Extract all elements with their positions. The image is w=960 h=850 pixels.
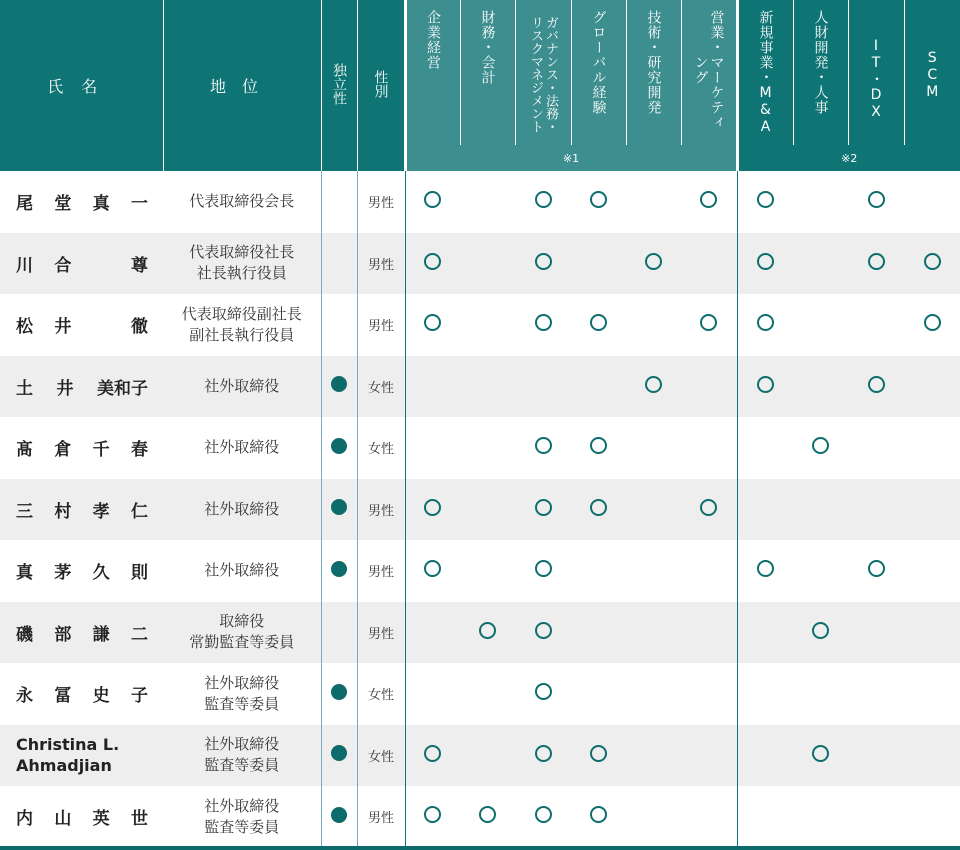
skill-cell xyxy=(793,356,848,418)
director-position xyxy=(163,356,321,418)
director-name-part: 子 xyxy=(130,686,148,707)
skill-cell xyxy=(904,356,960,418)
skill-cell xyxy=(515,540,571,602)
skill-cell xyxy=(904,417,960,479)
skill-cell xyxy=(460,417,515,479)
director-name-part: 仁 xyxy=(130,501,148,522)
skill-cell xyxy=(571,417,626,479)
skill-cell xyxy=(405,356,460,418)
skill-cell xyxy=(904,725,960,787)
skill-cell xyxy=(405,171,460,233)
director-name-part: 髙 xyxy=(16,440,33,461)
skill-cell xyxy=(626,602,681,664)
director-row xyxy=(0,294,960,356)
skill-cell xyxy=(848,356,904,418)
skill-cell xyxy=(681,417,737,479)
skill-cell xyxy=(460,233,515,295)
gender-cell: 女性 xyxy=(357,725,405,787)
skill-mark-icon xyxy=(590,499,607,516)
skill-header-9: SCM xyxy=(904,0,960,145)
skill-mark-icon xyxy=(479,806,496,823)
skill-cell xyxy=(793,233,848,295)
header-gender: 性別 xyxy=(357,0,405,171)
skill-cell xyxy=(515,663,571,725)
director-name-part xyxy=(93,251,110,276)
director-name-line: Ahmadjian xyxy=(16,756,112,776)
skill-cell xyxy=(848,479,904,541)
independent-dot-icon xyxy=(331,807,347,823)
skill-cell xyxy=(405,786,460,848)
skill-cell xyxy=(848,540,904,602)
gender-cell: 男性 xyxy=(357,479,405,541)
independence-cell xyxy=(321,725,357,787)
note-1: ※1 xyxy=(405,145,737,171)
director-position xyxy=(163,171,321,233)
director-name-part: 堂 xyxy=(54,194,72,215)
skill-mark-icon xyxy=(868,253,885,270)
skill-mark-icon xyxy=(479,622,496,639)
skill-cell xyxy=(515,233,571,295)
director-row xyxy=(0,233,960,295)
director-name-part: 部 xyxy=(54,624,72,645)
independent-dot-icon xyxy=(331,684,347,700)
director-position xyxy=(163,294,321,356)
skill-mark-icon xyxy=(757,253,774,270)
note-2: ※2 xyxy=(737,145,960,171)
skill-cell xyxy=(737,356,793,418)
skill-header-4: 技術・研究開発 xyxy=(626,0,681,145)
skill-cell xyxy=(626,171,681,233)
skill-cell xyxy=(571,294,626,356)
skill-cell xyxy=(793,602,848,664)
director-name-part: 三 xyxy=(16,501,33,522)
skill-cell xyxy=(737,725,793,787)
skill-cell xyxy=(626,663,681,725)
skill-cell xyxy=(405,294,460,356)
skill-cell xyxy=(848,233,904,295)
director-position xyxy=(163,663,321,725)
skill-mark-icon xyxy=(812,745,829,762)
skill-cell xyxy=(405,417,460,479)
director-position xyxy=(163,540,321,602)
skill-header-1: 財務・会計 xyxy=(460,0,515,145)
director-name-part: 世 xyxy=(130,809,148,830)
director-position-line: 社外取締役 xyxy=(204,438,280,457)
gender-cell: 男性 xyxy=(357,786,405,848)
skill-cell xyxy=(515,786,571,848)
director-position-line: 副社長執行役員 xyxy=(189,325,295,344)
independent-dot-icon xyxy=(331,561,347,577)
skill-mark-icon xyxy=(812,437,829,454)
skill-cell xyxy=(626,417,681,479)
director-row xyxy=(0,602,960,664)
director-position xyxy=(163,725,321,787)
skill-cell xyxy=(460,540,515,602)
director-position-line: 監査等委員 xyxy=(204,817,280,836)
skill-mark-icon xyxy=(424,253,441,270)
director-name xyxy=(0,479,163,541)
gender-cell: 男性 xyxy=(357,540,405,602)
skill-cell xyxy=(737,602,793,664)
skill-header-5: 営業・マーケティング xyxy=(681,0,737,145)
skill-cell xyxy=(848,725,904,787)
director-position xyxy=(163,602,321,664)
director-name xyxy=(0,417,163,479)
director-position-line: 監査等委員 xyxy=(204,694,280,713)
director-name xyxy=(0,663,163,725)
skill-cell xyxy=(848,417,904,479)
independence-cell xyxy=(321,663,357,725)
skill-mark-icon xyxy=(868,376,885,393)
skill-cell xyxy=(405,725,460,787)
director-name-part: 英 xyxy=(92,809,110,830)
skill-cell xyxy=(460,294,515,356)
director-name-part: 尾 xyxy=(16,194,33,215)
director-position-line: 代表取締役会長 xyxy=(189,192,295,211)
director-name-part: 磯 xyxy=(16,624,33,645)
director-position-line: 常勤監査等委員 xyxy=(189,633,295,652)
skill-mark-icon xyxy=(590,437,607,454)
skill-cell xyxy=(571,663,626,725)
skill-header-2: ガバナンス・法務・リスクマネジメント xyxy=(515,0,571,145)
skill-cell xyxy=(681,540,737,602)
skill-mark-icon xyxy=(535,683,552,700)
director-position-line: 代表取締役社長 xyxy=(189,243,295,262)
director-rows xyxy=(0,171,960,848)
skill-mark-icon xyxy=(535,622,552,639)
skill-mark-icon xyxy=(535,560,552,577)
director-position-line: 監査等委員 xyxy=(204,756,280,775)
director-name-part: 美和子 xyxy=(97,378,148,399)
skill-cell xyxy=(405,479,460,541)
director-name xyxy=(0,540,163,602)
director-row xyxy=(0,171,960,233)
skill-cell xyxy=(460,725,515,787)
skill-mark-icon xyxy=(812,622,829,639)
skill-cell xyxy=(405,540,460,602)
skill-cell xyxy=(515,171,571,233)
skill-cell xyxy=(848,294,904,356)
skill-cell xyxy=(737,417,793,479)
skill-cell xyxy=(460,356,515,418)
skill-cell xyxy=(571,602,626,664)
skill-mark-icon xyxy=(424,191,441,208)
director-name-part: 久 xyxy=(92,563,110,584)
director-name-part xyxy=(93,312,110,337)
director-name-part: 孝 xyxy=(92,501,110,522)
director-name-part: 二 xyxy=(130,624,148,645)
skill-mark-icon xyxy=(535,806,552,823)
director-position-line: 社外取締役 xyxy=(204,376,280,395)
header-position: 地位 xyxy=(163,0,321,171)
director-name xyxy=(0,725,163,787)
skill-cell xyxy=(405,233,460,295)
director-name-part: 則 xyxy=(130,563,148,584)
director-name-part: 冨 xyxy=(54,686,72,707)
skill-cell xyxy=(681,356,737,418)
skill-cell xyxy=(848,786,904,848)
director-name xyxy=(0,294,163,356)
skill-cell xyxy=(460,479,515,541)
skill-mark-icon xyxy=(535,314,552,331)
director-name-part: 史 xyxy=(92,686,110,707)
skill-cell xyxy=(793,663,848,725)
gender-cell: 女性 xyxy=(357,356,405,418)
skill-cell xyxy=(737,663,793,725)
skill-header-7: 人財開発・人事 xyxy=(793,0,848,145)
director-name xyxy=(0,171,163,233)
skill-cell xyxy=(681,786,737,848)
skill-cell xyxy=(571,479,626,541)
director-position xyxy=(163,417,321,479)
skill-cell xyxy=(571,356,626,418)
skill-cell xyxy=(793,171,848,233)
director-name xyxy=(0,786,163,848)
skill-cell xyxy=(681,294,737,356)
skill-cell xyxy=(904,786,960,848)
independence-cell xyxy=(321,233,357,295)
gender-cell: 男性 xyxy=(357,171,405,233)
skill-mark-icon xyxy=(645,253,662,270)
director-row xyxy=(0,725,960,787)
skill-mark-icon xyxy=(924,253,941,270)
skill-cell xyxy=(405,663,460,725)
skill-cell xyxy=(904,602,960,664)
skill-header-0: 企業経営 xyxy=(405,0,460,145)
independence-cell xyxy=(321,479,357,541)
skill-mark-icon xyxy=(424,499,441,516)
director-position-line: 取締役 xyxy=(219,612,265,631)
director-name-line: Christina L. xyxy=(16,735,120,755)
skill-cell xyxy=(515,417,571,479)
director-name-part: 真 xyxy=(16,563,33,584)
skill-mark-icon xyxy=(700,499,717,516)
skill-cell xyxy=(681,602,737,664)
skill-cell xyxy=(626,786,681,848)
skill-cell xyxy=(515,602,571,664)
skill-mark-icon xyxy=(535,191,552,208)
skill-cell xyxy=(681,663,737,725)
skill-mark-icon xyxy=(757,191,774,208)
director-name-part: 千 xyxy=(92,440,110,461)
skill-cell xyxy=(460,663,515,725)
skill-cell xyxy=(737,786,793,848)
skill-cell xyxy=(904,663,960,725)
skill-cell xyxy=(460,602,515,664)
skill-cell xyxy=(904,540,960,602)
director-row xyxy=(0,663,960,725)
skill-cell xyxy=(848,663,904,725)
skill-cell xyxy=(904,479,960,541)
skill-cell xyxy=(571,171,626,233)
gender-cell: 男性 xyxy=(357,294,405,356)
skill-mark-icon xyxy=(535,745,552,762)
skill-cell xyxy=(848,171,904,233)
independence-cell xyxy=(321,356,357,418)
director-name-part: 真 xyxy=(92,194,110,215)
director-name-part: 土 xyxy=(16,378,33,399)
gender-cell: 女性 xyxy=(357,663,405,725)
header-name: 氏名 xyxy=(0,0,163,171)
skill-cell xyxy=(793,417,848,479)
skill-cell xyxy=(515,725,571,787)
skill-cell xyxy=(793,786,848,848)
skill-cell xyxy=(904,233,960,295)
skill-mark-icon xyxy=(590,314,607,331)
skill-cell xyxy=(515,479,571,541)
skill-mark-icon xyxy=(424,806,441,823)
skill-mark-icon xyxy=(645,376,662,393)
director-position-line: 社外取締役 xyxy=(204,499,280,518)
director-name-part: 村 xyxy=(54,501,72,522)
header-independence: 独立性 xyxy=(321,0,357,171)
director-position-line: 代表取締役副社長 xyxy=(181,304,302,323)
skill-cell xyxy=(737,233,793,295)
skill-cell xyxy=(793,540,848,602)
skill-cell xyxy=(793,725,848,787)
skill-cell xyxy=(460,786,515,848)
director-name-part: 井 xyxy=(56,378,74,399)
skill-cell xyxy=(515,294,571,356)
director-name-part: 尊 xyxy=(130,255,148,276)
skill-cell xyxy=(681,171,737,233)
skill-mark-icon xyxy=(757,376,774,393)
skill-cell xyxy=(737,540,793,602)
director-name-part: 一 xyxy=(130,194,148,215)
skill-cell xyxy=(904,171,960,233)
director-row xyxy=(0,540,960,602)
skill-cell xyxy=(515,356,571,418)
independence-cell xyxy=(321,417,357,479)
independence-cell xyxy=(321,171,357,233)
director-position-line: 社外取締役 xyxy=(204,735,280,754)
skill-cell xyxy=(681,725,737,787)
director-row xyxy=(0,786,960,848)
skill-cell xyxy=(626,233,681,295)
skill-cell xyxy=(626,725,681,787)
skill-cell xyxy=(626,356,681,418)
director-row xyxy=(0,356,960,418)
skill-cell xyxy=(626,294,681,356)
skill-cell xyxy=(405,602,460,664)
skill-cell xyxy=(571,786,626,848)
gender-cell: 男性 xyxy=(357,233,405,295)
gender-cell: 女性 xyxy=(357,417,405,479)
director-name-part: 倉 xyxy=(54,440,72,461)
skill-cell xyxy=(626,479,681,541)
skill-cell xyxy=(571,233,626,295)
skill-mark-icon xyxy=(590,745,607,762)
skill-cell xyxy=(848,602,904,664)
independent-dot-icon xyxy=(331,438,347,454)
director-name-part: 山 xyxy=(54,809,72,830)
skill-cell xyxy=(904,294,960,356)
independent-dot-icon xyxy=(331,376,347,392)
skill-mark-icon xyxy=(535,253,552,270)
skill-cell xyxy=(460,171,515,233)
skill-cell xyxy=(681,233,737,295)
skill-header-8: IT・DX xyxy=(848,0,904,145)
skill-mark-icon xyxy=(700,314,717,331)
skill-cell xyxy=(571,540,626,602)
skill-mark-icon xyxy=(424,745,441,762)
director-name-part: 謙 xyxy=(92,624,110,645)
skill-mark-icon xyxy=(868,191,885,208)
skill-cell xyxy=(737,479,793,541)
skill-mark-icon xyxy=(700,191,717,208)
director-row xyxy=(0,479,960,541)
skill-cell xyxy=(793,479,848,541)
skill-mark-icon xyxy=(757,314,774,331)
independence-cell xyxy=(321,786,357,848)
skill-header-3: グローバル経験 xyxy=(571,0,626,145)
director-name-part: 永 xyxy=(16,686,33,707)
director-row xyxy=(0,417,960,479)
skill-mark-icon xyxy=(424,314,441,331)
skill-cell xyxy=(737,294,793,356)
skill-mark-icon xyxy=(590,806,607,823)
skill-cell xyxy=(626,540,681,602)
director-position-line: 社外取締役 xyxy=(204,561,280,580)
gender-cell: 男性 xyxy=(357,602,405,664)
director-name xyxy=(0,233,163,295)
independence-cell xyxy=(321,540,357,602)
bottom-border xyxy=(0,846,960,850)
skill-mark-icon xyxy=(424,560,441,577)
independence-cell xyxy=(321,602,357,664)
director-name-part: 川 xyxy=(16,255,33,276)
director-position xyxy=(163,233,321,295)
director-position-line: 社外取締役 xyxy=(204,796,280,815)
director-name-part: 井 xyxy=(54,317,72,338)
skill-mark-icon xyxy=(868,560,885,577)
director-position-line: 社長執行役員 xyxy=(196,264,287,283)
director-name-part: 徹 xyxy=(130,317,148,338)
skill-mark-icon xyxy=(535,499,552,516)
skill-cell xyxy=(793,294,848,356)
skill-cell xyxy=(571,725,626,787)
independent-dot-icon xyxy=(331,745,347,761)
director-position-line: 社外取締役 xyxy=(204,673,280,692)
skill-header-6: 新規事業・M&A xyxy=(737,0,793,145)
director-name-part: 合 xyxy=(54,255,72,276)
director-name xyxy=(0,602,163,664)
skill-cell xyxy=(737,171,793,233)
skill-mark-icon xyxy=(535,437,552,454)
director-name-part: 松 xyxy=(16,317,33,338)
director-position xyxy=(163,786,321,848)
director-name-part: 春 xyxy=(130,440,148,461)
director-name-part: 内 xyxy=(16,809,33,830)
director-name xyxy=(0,356,163,418)
skill-mark-icon xyxy=(590,191,607,208)
director-position xyxy=(163,479,321,541)
independence-cell xyxy=(321,294,357,356)
skill-mark-icon xyxy=(924,314,941,331)
director-name-part: 茅 xyxy=(54,563,72,584)
skill-cell xyxy=(681,479,737,541)
independent-dot-icon xyxy=(331,499,347,515)
skill-mark-icon xyxy=(757,560,774,577)
